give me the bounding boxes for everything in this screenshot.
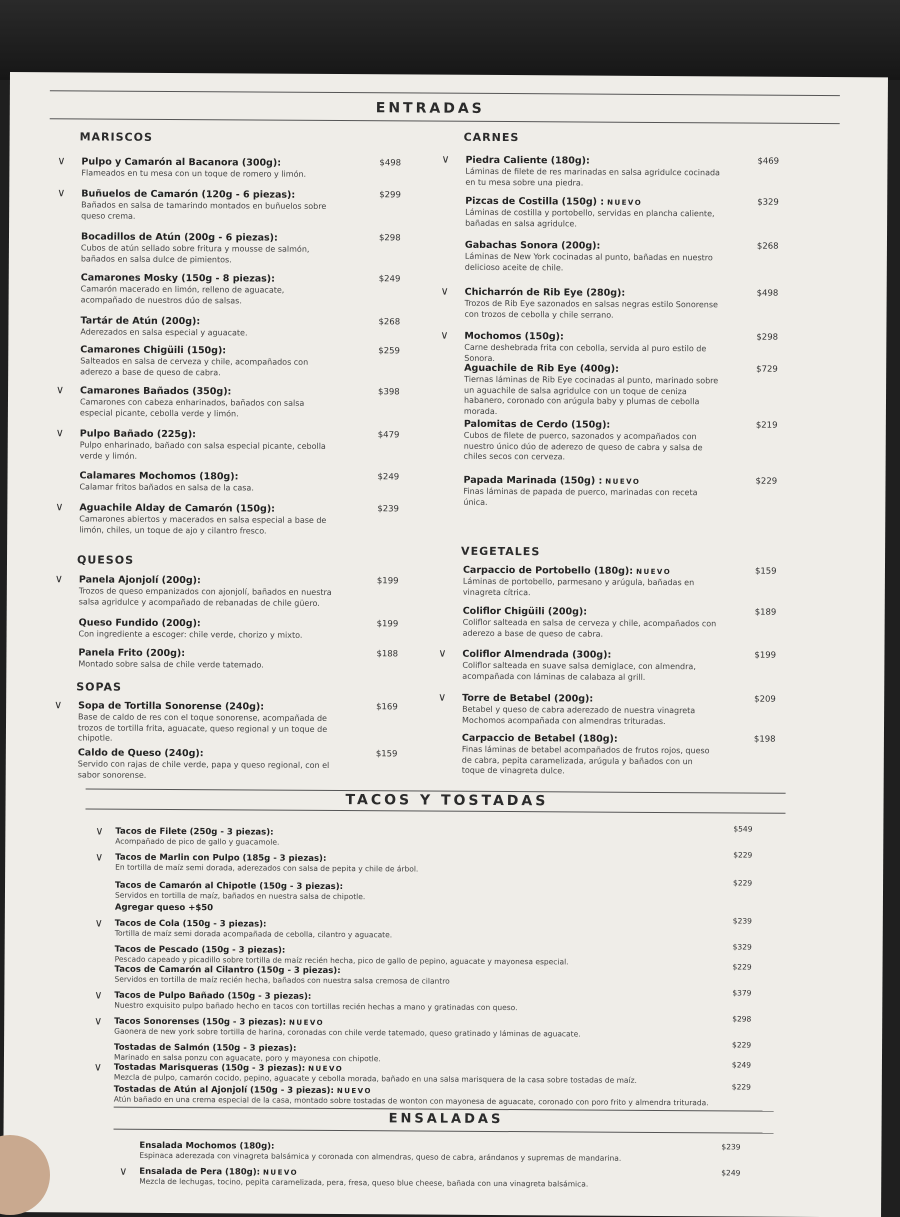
new-badge: NUEVO — [605, 477, 641, 486]
ensaladas-title: ENSALADAS — [388, 1111, 504, 1128]
item-price: $298 — [732, 1014, 752, 1024]
new-badge: NUEVO — [308, 1064, 344, 1074]
item-name: Buñuelos de Camarón (120g - 6 piezas): — [81, 188, 296, 201]
item-price: $239 — [732, 916, 752, 926]
table-background — [0, 0, 900, 80]
mariscos-item — [79, 428, 400, 463]
carnes-item — [463, 418, 778, 464]
carnes-title: CARNES — [463, 130, 520, 145]
item-description: Finas láminas de betabel acompañados de frutos rojos, queso de cabra, pepita caramelizada, arúgula y bañados con un toque de vinagreta dulce. — [461, 744, 710, 776]
tacos-rule — [85, 808, 785, 813]
item-description: Atún bañado en una crema especial de la casa, montado sobre tostadas de wonton con mayonesa de aguacate, coronado con poro frito y almendra triturada. — [113, 1094, 709, 1108]
mariscos-item — [80, 315, 401, 339]
item-price: $229 — [731, 1082, 751, 1092]
item-name: Camarones Bañados (350g): — [80, 385, 232, 398]
quesos-item — [78, 617, 399, 641]
item-price: $249 — [731, 1060, 752, 1070]
bull-head-icon: ∨ — [95, 824, 104, 838]
vegetales-item — [462, 564, 777, 600]
item-name: Pulpo Bañado (225g): — [79, 428, 197, 441]
item-name: Palomitas de Cerdo (150g): — [463, 418, 611, 431]
bull-head-icon: ∨ — [57, 186, 66, 200]
mariscos-item — [79, 385, 400, 420]
item-name: Tacos Sonorenses (150g - 3 piezas): NUEVO — [114, 1016, 325, 1028]
item-price: $169 — [376, 702, 398, 713]
item-name: Coliflor Chigüili (200g): — [462, 605, 588, 618]
tacos-title: TACOS Y TOSTADAS — [345, 792, 549, 810]
item-price: $189 — [754, 607, 777, 618]
item-description: Flameados en tu mesa con un toque de romero y limón. — [81, 168, 307, 179]
item-description: Gaonera de new york sobre tortilla de harina, coronadas con chile verde tatemado, queso gratinado y láminas de aguacate. — [114, 1026, 581, 1039]
item-name: Panela Ajonjolí (200g): — [78, 574, 201, 587]
carnes-item — [463, 362, 778, 419]
item-description: Base de caldo de res con el toque sonorense, acompañada de trozos de tortilla frita, aguacate, queso regional y un toque de chipotle. — [77, 712, 328, 743]
mariscos-title: MARISCOS — [79, 130, 153, 144]
item-price: $268 — [756, 241, 779, 252]
item-name: Tartár de Atún (200g): — [80, 315, 201, 328]
new-badge: NUEVO — [336, 1087, 372, 1096]
bull-head-icon: ∨ — [55, 426, 64, 440]
item-description: Calamar fritos bañados en salsa de la casa. — [79, 482, 254, 493]
item-price: $159 — [754, 566, 777, 577]
item-description: Espinaca aderezada con vinagreta balsámica y coronada con almendras, queso de cabra, arándanos y supremas de mandarina. — [139, 1150, 622, 1163]
item-description: Mezcla de lechugas, tocino, pepita caramelizada, pera, fresa, queso blue cheese, bañada con una vinagreta balsámica. — [139, 1176, 589, 1189]
bull-head-icon: ∨ — [440, 328, 449, 342]
item-description: Cubos de filete de puerco, sazonados y acompañados con nuestro único dúo de aderezo de queso de cabra y salsa de chiles secos con cerveza. — [463, 430, 703, 462]
bull-head-icon: ∨ — [93, 1060, 103, 1074]
sopas-item — [77, 700, 398, 745]
item-description: Láminas de filete de res marinadas en salsa agridulce cocinada en tu mesa sobre una piedra. — [465, 166, 721, 188]
item-price: $229 — [733, 878, 753, 888]
item-description: Pulpo enharinado, bañado con salsa especial picante, cebolla verde y limón. — [79, 440, 326, 461]
item-name: Coliflor Almendrada (300g): — [462, 648, 612, 661]
mariscos-item — [81, 188, 401, 223]
bull-head-icon: ∨ — [55, 500, 64, 514]
item-price: $239 — [721, 1142, 741, 1152]
tacos-item — [115, 919, 755, 942]
item-name: Pizcas de Costilla (150g) : NUEVO — [465, 195, 643, 208]
item-name: Gabachas Sonora (200g): — [464, 239, 601, 252]
item-description: Betabel y queso de cabra aderezado de nuestra vinagreta Mochomos acompañada con almendras trituradas. — [462, 704, 696, 726]
item-price: $198 — [753, 734, 776, 745]
quesos-item — [78, 647, 399, 671]
ensaladas-item — [139, 1167, 779, 1190]
item-name: Pulpo y Camarón al Bacanora (300g): — [81, 156, 282, 169]
item-price: $549 — [733, 824, 753, 834]
bull-head-icon: ∨ — [440, 284, 449, 298]
item-price: $229 — [733, 850, 753, 860]
bull-head-icon: ∨ — [441, 152, 450, 166]
item-price: $209 — [754, 694, 776, 705]
item-name: Tostadas de Atún al Ajonjolí (150g - 3 piezas): NUEVO — [113, 1084, 372, 1096]
bull-head-icon: ∨ — [94, 1014, 103, 1028]
mariscos-item — [81, 156, 402, 180]
item-price: $398 — [378, 387, 400, 398]
item-name: Agregar queso +$50 — [114, 902, 214, 914]
item-name: Ensalada de Pera (180g): NUEVO — [139, 1166, 299, 1178]
item-description: Camarón macerado en limón, relleno de aguacate, acompañado de nuestros dúo de salsas. — [80, 284, 285, 305]
bull-head-icon: ∨ — [56, 383, 65, 397]
vegetales-item — [461, 732, 776, 778]
item-price: $229 — [732, 962, 752, 972]
tacos-item — [115, 881, 755, 904]
item-description: Bañados en salsa de tamarindo montados en buñuelos sobre queso crema. — [81, 200, 327, 221]
sopas-item — [77, 747, 398, 782]
item-name: Chicharrón de Rib Eye (280g): — [464, 286, 626, 299]
bull-head-icon: ∨ — [57, 154, 66, 168]
carnes-item — [464, 239, 779, 275]
carnes-item — [465, 154, 780, 190]
new-badge: NUEVO — [289, 1018, 325, 1027]
item-name: Bocadillos de Atún (200g - 6 piezas): — [80, 231, 278, 244]
menu-page — [3, 72, 888, 1217]
vegetales-item — [462, 648, 777, 684]
item-price: $259 — [378, 346, 400, 357]
item-description: Coliflor salteada en suave salsa demiglace, con almendra, acompañada con láminas de calabaza al grill. — [462, 660, 696, 682]
item-name: Aguachile Alday de Camarón (150g): — [79, 502, 276, 515]
top-rule — [50, 90, 840, 96]
item-name: Carpaccio de Betabel (180g): — [461, 732, 618, 745]
new-badge: NUEVO — [263, 1168, 299, 1177]
item-name: Carpaccio de Portobello (180g): NUEVO — [462, 564, 672, 577]
item-description: Servidos en tortilla de maíz recién hecha, bañados con nuestra salsa cremosa de cilantro — [114, 974, 450, 986]
item-description: Trozos de queso empanizados con ajonjolí, bañados en nuestra salsa agridulce y acompañado de rebanadas de chile güero. — [78, 586, 332, 608]
tacos-item — [114, 1017, 754, 1040]
bull-head-icon: ∨ — [94, 916, 103, 930]
item-name: Torre de Betabel (200g): — [462, 692, 594, 705]
tacos-item — [114, 1085, 754, 1108]
item-description: Con ingrediente a escoger: chile verde, chorizo y mixto. — [78, 629, 303, 640]
carnes-item — [463, 474, 778, 510]
item-price: $229 — [732, 1040, 752, 1050]
ensaladas-rule — [114, 1129, 774, 1134]
item-name: Tacos de Camarón al Cilantro (150g - 3 piezas): — [114, 964, 341, 977]
tacos-item — [115, 827, 755, 850]
entradas-rule — [50, 118, 840, 124]
sopas-title: SOPAS — [76, 680, 123, 694]
item-price: $188 — [376, 649, 399, 660]
mariscos-item — [80, 231, 401, 266]
mariscos-item — [79, 470, 400, 494]
item-description: Trozos de Rib Eye sazonados en salsas negras estilo Sonorense con trozos de cebolla y chile serrano. — [464, 298, 718, 320]
item-description: Láminas de costilla y portobello, servidas en plancha caliente, bañadas en salsa agridulce. — [465, 207, 715, 228]
item-price: $469 — [757, 156, 780, 167]
item-name: Aguachile de Rib Eye (400g): — [464, 362, 619, 375]
tacos-item — [115, 903, 755, 917]
item-name: Tacos de Camarón al Chipotle (150g - 3 piezas): — [115, 880, 344, 893]
item-price: $199 — [376, 576, 399, 587]
item-price: $729 — [756, 364, 778, 375]
item-name: Queso Fundido (200g): — [78, 617, 201, 630]
quesos-item — [78, 574, 399, 609]
item-description: Aderezados en salsa especial y aguacate. — [80, 327, 248, 338]
item-description: Láminas de New York cocinadas al punto, bañadas en nuestro delicioso aceite de chile. — [464, 251, 713, 272]
item-description: En tortilla de maíz semi dorada, aderezados con salsa de pepita y chile de árbol. — [115, 862, 419, 874]
carnes-item — [465, 195, 779, 231]
tacos-item — [114, 965, 754, 988]
item-price: $249 — [377, 472, 400, 483]
item-price: $329 — [732, 942, 752, 952]
bull-head-icon: ∨ — [54, 572, 64, 586]
item-name: Ensalada Mochomos (180g): — [139, 1140, 275, 1152]
vegetales-title: VEGETALES — [461, 544, 541, 559]
item-name: Tacos de Filete (250g - 3 piezas): — [115, 826, 274, 838]
bull-head-icon: ∨ — [438, 690, 447, 704]
vegetales-item — [462, 605, 777, 641]
item-description: Tortilla de maíz semi dorada acompañada de cebolla, cilantro y aguacate. — [114, 928, 393, 940]
item-name: Tacos de Pulpo Bañado (150g - 3 piezas): — [114, 990, 312, 1002]
item-description: Coliflor salteada en salsa de cerveza y chile, acompañados con aderezo a base de queso de cabra. — [462, 617, 717, 639]
item-name: Tacos de Pescado (150g - 3 piezas): — [114, 944, 286, 956]
tacos-item — [114, 1063, 754, 1086]
item-name: Tacos de Cola (150g - 3 piezas): — [114, 918, 267, 930]
item-name: Caldo de Queso (240g): — [77, 747, 204, 760]
bull-head-icon: ∨ — [94, 988, 103, 1002]
item-description: Tiernas láminas de Rib Eye cocinadas al punto, marinado sobre un aguachile de salsa agridulce con un toque de ceniza habanero, coronado con arúgula baby y plumas de cebolla morada. — [463, 374, 719, 416]
tacos-item — [114, 991, 754, 1014]
item-name: Camarones Mosky (150g - 8 piezas): — [80, 272, 275, 285]
item-description: Mezcla de pulpo, camarón cocido, pepino, aguacate y cebolla morada, bañado en una salsa marisquera de la casa sobre tostadas de maíz. — [113, 1072, 637, 1085]
item-description: Láminas de portobello, parmesano y arúgula, bañadas en vinagreta cítrica. — [462, 576, 695, 597]
item-description: Camarones abiertos y macerados en salsa especial a base de limón, chiles, un toque de ajo y cilantro fresco. — [79, 514, 327, 536]
mariscos-item — [80, 272, 401, 307]
item-price: $199 — [754, 650, 777, 661]
item-price: $199 — [376, 619, 399, 630]
ensaladas-item — [139, 1141, 779, 1164]
item-description: Cubos de atún sellado sobre fritura y mousse de salmón, bañados en salsa dulce de pimientos. — [80, 243, 310, 264]
item-name: Papada Marinada (150g) : NUEVO — [463, 474, 641, 487]
mariscos-item — [80, 344, 400, 379]
bull-head-icon: ∨ — [438, 646, 447, 660]
item-description: Servido con rajas de chile verde, papa y queso regional, con el sabor sonorense. — [77, 759, 330, 780]
entradas-title: ENTRADAS — [375, 100, 485, 117]
mariscos-item — [79, 502, 400, 537]
carnes-item — [464, 286, 779, 322]
item-price: $299 — [379, 190, 401, 201]
quesos-title: QUESOS — [76, 553, 135, 567]
item-price: $329 — [757, 197, 779, 208]
item-price: $479 — [377, 430, 400, 441]
item-price: $498 — [379, 158, 402, 169]
item-price: $249 — [378, 274, 401, 285]
item-price: $239 — [377, 504, 400, 515]
new-badge: NUEVO — [607, 198, 643, 207]
item-name: Mochomos (150g): — [464, 330, 564, 343]
item-name: Tostadas Marisqueras (150g - 3 piezas): NUEVO — [113, 1062, 344, 1074]
item-name: Panela Frito (200g): — [78, 647, 186, 660]
item-description: Camarones con cabeza enharinados, bañados con salsa especial picante, cebolla verde y limón. — [79, 397, 305, 418]
item-description: Pescado capeado y picadillo sobre tortilla de maíz recién hecha, pico de gallo de pepino, aguacate y mayonesa especial. — [114, 954, 569, 967]
item-name: Sopa de Tortilla Sonorense (240g): — [78, 700, 265, 713]
item-price: $379 — [732, 988, 752, 998]
item-price: $298 — [756, 332, 779, 343]
item-name: Tostadas de Salmón (150g - 3 piezas): — [114, 1042, 297, 1054]
bull-head-icon: ∨ — [54, 698, 63, 712]
item-price: $249 — [721, 1168, 741, 1178]
item-description: Salteados en salsa de cerveza y chile, acompañados con aderezo a base de queso de cabra. — [80, 356, 309, 377]
item-price: $159 — [375, 749, 398, 760]
item-description: Carne deshebrada frita con cebolla, servida al puro estilo de Sonora. — [464, 342, 707, 363]
item-price: $229 — [755, 476, 778, 487]
bull-head-icon: ∨ — [95, 850, 104, 864]
item-description: Marinado en salsa ponzu con aguacate, poro y mayonesa con chipotle. — [113, 1052, 381, 1064]
item-description: Nuestro exquisito pulpo bañado hecho en tacos con tortillas recién hechas a mano y gratinadas con queso. — [114, 1000, 518, 1013]
vegetales-item — [462, 692, 776, 728]
new-badge: NUEVO — [636, 567, 672, 577]
item-price: $268 — [378, 317, 401, 328]
item-description: Montado sobre salsa de chile verde tatemado. — [78, 659, 264, 670]
item-description: Finas láminas de papada de puerco, marinadas con receta única. — [463, 486, 698, 507]
item-price: $498 — [756, 288, 779, 299]
item-name: Piedra Caliente (180g): — [465, 154, 590, 167]
carnes-item — [464, 330, 779, 366]
item-name: Tacos de Marlin con Pulpo (185g - 3 piezas): — [115, 852, 327, 864]
item-description: Servidos en tortilla de maíz, bañados en nuestra salsa de chipotle. — [114, 890, 366, 902]
tacos-item — [115, 853, 755, 876]
item-name: Camarones Chigüili (150g): — [80, 344, 227, 357]
item-price: $298 — [378, 233, 401, 244]
bull-head-icon: ∨ — [119, 1164, 128, 1178]
item-name: Calamares Mochomos (180g): — [79, 470, 239, 483]
item-description: Acompañado de pico de gallo y guacamole. — [115, 836, 280, 847]
item-price: $219 — [755, 420, 778, 431]
